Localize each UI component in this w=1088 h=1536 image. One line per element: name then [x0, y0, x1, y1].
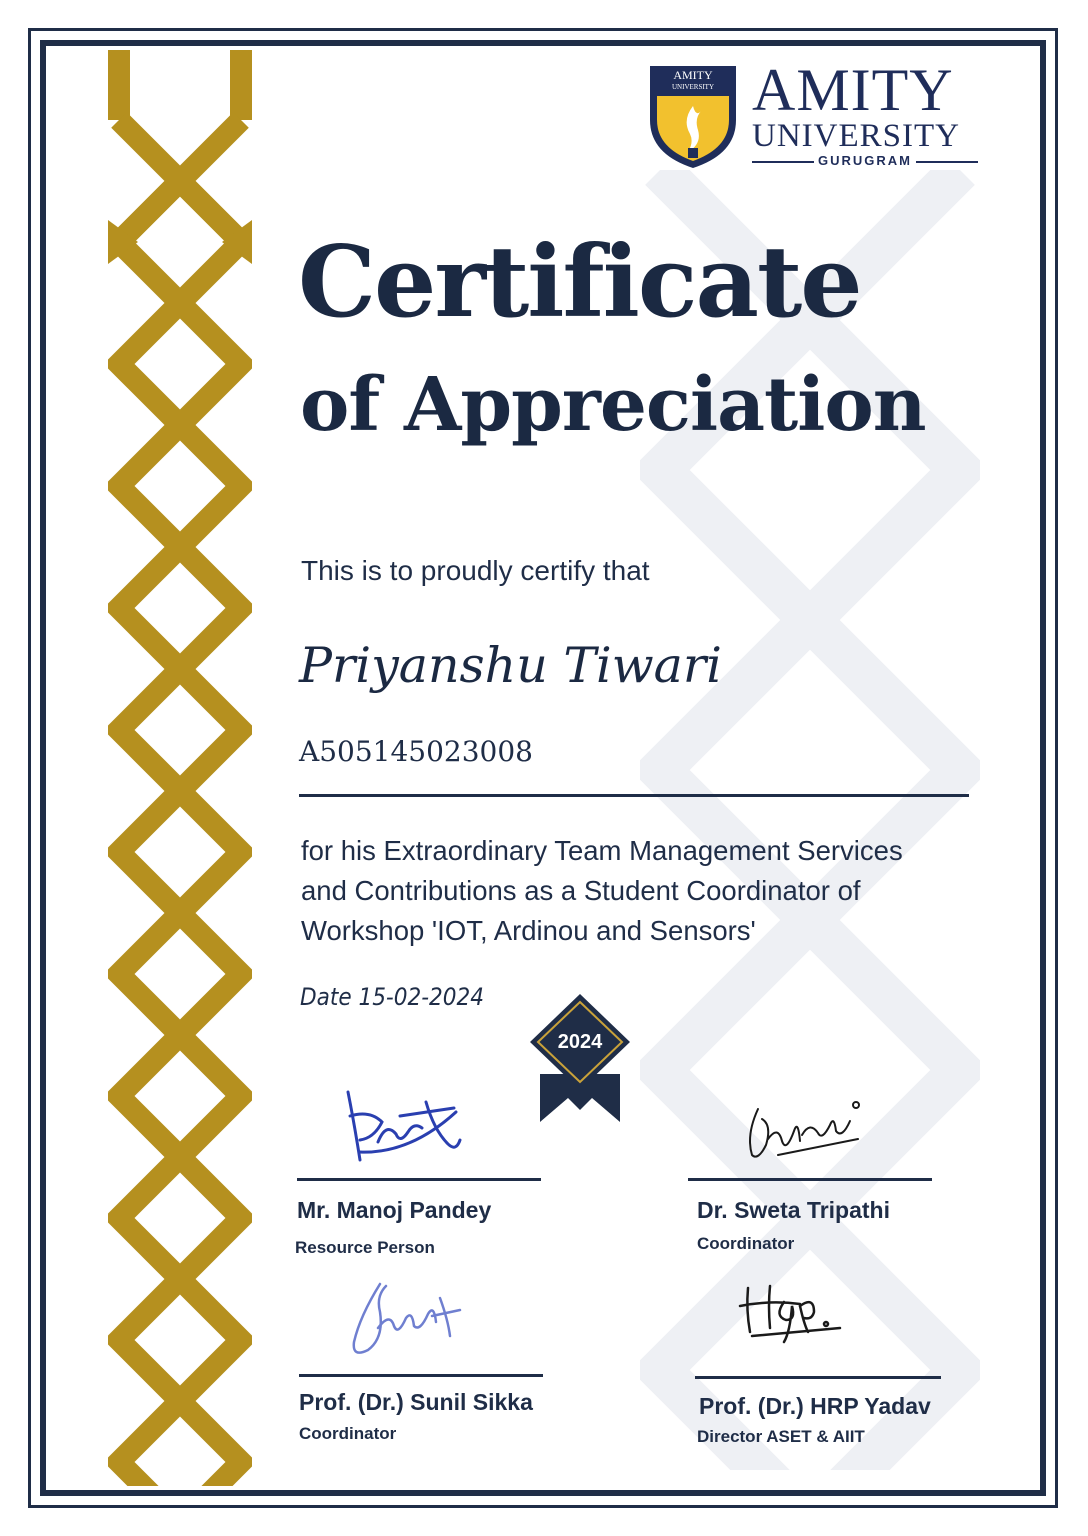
gold-lattice-border	[108, 50, 252, 1486]
description-line: and Contributions as a Student Coordinator of	[301, 875, 861, 906]
signature-line	[695, 1376, 941, 1379]
signature-line	[688, 1178, 932, 1181]
description-line: Workshop 'IOT, Ardinou and Sensors'	[301, 915, 756, 946]
certificate-subtitle: of Appreciation	[300, 362, 926, 448]
signatory-role: Resource Person	[295, 1238, 435, 1257]
divider	[299, 794, 969, 797]
signature-line	[299, 1374, 543, 1377]
signature-hrp-yadav	[730, 1276, 850, 1346]
logo-campus: GURUGRAM	[752, 154, 978, 168]
signatory-name: Dr. Sweta Tripathi	[697, 1197, 890, 1223]
signature-sunil-sikka	[340, 1276, 470, 1362]
signature-manoj-pandey	[330, 1082, 470, 1172]
shield-text-top: AMITY	[673, 68, 713, 82]
badge-year: 2024	[557, 1031, 603, 1053]
shield-crest-icon	[644, 62, 742, 170]
recipient-name: Priyanshu Tiwari	[299, 637, 722, 694]
enrollment-number: A505145023008	[299, 735, 533, 768]
logo-subtitle: UNIVERSITY	[752, 118, 960, 154]
signatory-name: Prof. (Dr.) HRP Yadav	[699, 1393, 931, 1419]
intro-text: This is to proudly certify that	[301, 555, 650, 586]
signatory-role: Coordinator	[299, 1424, 397, 1443]
shield-text-bottom: UNIVERSITY	[672, 83, 714, 91]
amity-logo	[644, 57, 984, 172]
logo-wordmark: AMITY	[752, 57, 954, 123]
description	[301, 831, 991, 951]
signatory-role: Director ASET & AIIT	[697, 1427, 865, 1446]
signatory-name: Prof. (Dr.) Sunil Sikka	[299, 1389, 533, 1415]
signatory-name: Mr. Manoj Pandey	[297, 1197, 492, 1223]
year-ribbon-badge	[528, 992, 632, 1126]
issue-date: Date 15-02-2024	[300, 983, 484, 1011]
signatory-role: Coordinator	[697, 1234, 795, 1253]
description-line: for his Extraordinary Team Management Services	[301, 835, 903, 866]
certificate-title: Certificate	[298, 225, 861, 340]
signature-sweta-tripathi	[738, 1095, 866, 1169]
signature-line	[297, 1178, 541, 1181]
